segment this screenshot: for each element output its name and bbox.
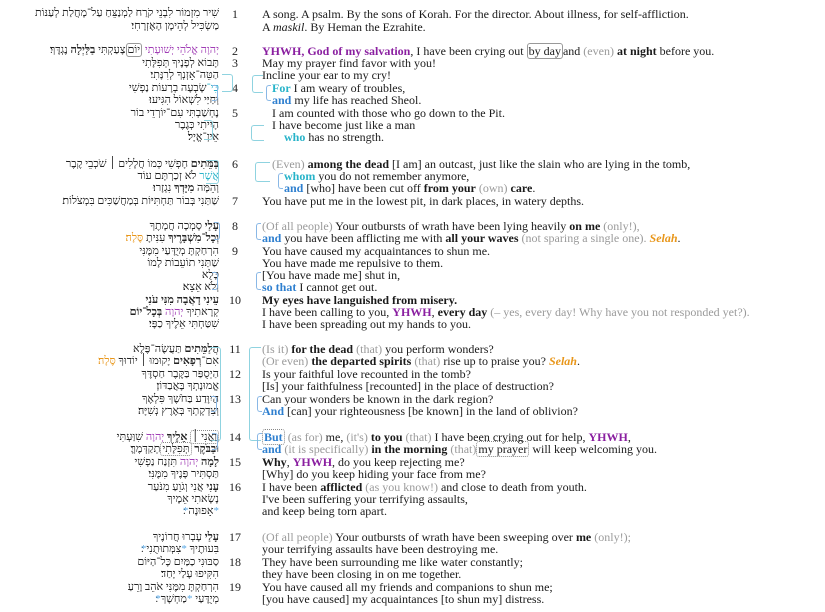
hebrew-line: שִׁטַּחְתִּי אֵלֶיךָ כַפָּי׃ (148, 318, 219, 330)
boxed-word: וַאֲנִי ׀ (192, 431, 217, 443)
hebrew-line: הַטֵּה־אָזְנְךָ לְרִנָּתִי׃ (150, 69, 219, 81)
structure-bracket (249, 347, 261, 441)
hebrew-line: אֵין־אֱיָל׃ (187, 131, 219, 143)
verse-number: 11 (229, 342, 241, 356)
english-line: (Even) among the dead [I am] an outcast, just like the slain who are lying in the tomb, (272, 157, 691, 171)
hebrew-line: שַׁתַּנִי תוֹעֵבוֹת לָמוֹ (147, 257, 219, 269)
hebrew-line: הִרְחַקְתָּ מִמֶּנִּי אֹהֵב וָרֵעַ (127, 581, 219, 593)
hebrew-line: *אָפוּנָה* (182, 505, 219, 517)
textual-note-marker: * (213, 505, 219, 517)
hebrew-line: אִם־רְפָאִים יָקוּמוּ ׀ יוֹדוּךָ סֶּלָה׃ (98, 355, 219, 367)
hebrew-line: סַבּוּנִי כַמַּיִם כָּל־הַיּוֹם (137, 556, 219, 568)
divine-name: YHWH (292, 455, 333, 469)
english-line: A song. A psalm. By the sons of Korah. For the director. About illness, for self-affliction. (262, 7, 689, 21)
english-line: Is your faithful love recounted in the tomb? (262, 367, 471, 381)
hebrew-line: עָלַי עָבְרוּ חֲרוֹנֶיךָ (152, 531, 219, 543)
hebrew-line: בִּעוּתֶיךָ *צִמְּתוּתֻנִי* (140, 543, 219, 555)
english-line: I have been afflicted (as you know!) and close to death from youth. (262, 480, 587, 494)
hebrew-line: עֵינִי דָאֲבָה מִנִּי עֹנִי (145, 294, 219, 306)
hebrew-line: שַׁתַּנִי בְּבוֹר תַּחְתִּיּוֹת בְּמַחֲשַׁכִּים בִּמְצֹלוֹת׃ (62, 195, 219, 207)
structure-bracket (257, 396, 262, 412)
english-line: I've been suffering your terrifying assaults, (262, 492, 468, 506)
hebrew-line: עָנִי אֲנִי וְגֹוֵעַ מִנֹּעַר (147, 481, 219, 493)
textual-note-marker: * (155, 593, 161, 605)
english-line: My eyes have languished from misery. (262, 293, 458, 307)
english-line: Why, YHWH, do you keep rejecting me? (262, 455, 465, 469)
conjunction: And (262, 404, 285, 418)
verse-number: 3 (232, 56, 238, 70)
english-line: [you have caused] my acquaintances [to shun my] distress. (262, 592, 545, 606)
english-line: they have been closing in on me together. (262, 567, 462, 581)
english-line: (Or even) the departed spirits (that) rise up to praise you? Selah. (262, 354, 580, 368)
verse-number: 14 (229, 430, 241, 444)
verse-number: 6 (232, 157, 238, 171)
hebrew-line: אֱמוּנָתְךָ בָּאֲבַדּוֹן׃ (156, 380, 219, 392)
english-line: You have caused my acquaintances to shun me. (262, 244, 491, 258)
textual-note-marker: * (181, 543, 187, 555)
english-line: (Of all people) Your outbursts of wrath have been sweeping over me (only!); (262, 530, 631, 544)
boxed-word: יוֹם (127, 44, 141, 56)
verse-number: 9 (232, 244, 238, 258)
hebrew-line: הִרְחַקְתָּ מְיֻדָּעַי מִמֶּנִּי (139, 245, 219, 257)
selah: סֶּלָה׃ (98, 355, 116, 367)
english-line: I have become just like a man (272, 118, 416, 132)
hebrew-line: בַּמֵּתִים חָפְשִׁי כְּמוֹ חֲלָלִים ׀ שֹׁכְבֵי קֶבֶר (65, 158, 219, 170)
hebrew-line: תַּסְתִּיר פָּנֶיךָ מִמֶּנִּי׃ (148, 468, 219, 480)
structure-bracket (251, 125, 264, 141)
verse-number: 18 (229, 555, 241, 569)
structure-bracket (266, 85, 271, 101)
conjunction: and (272, 93, 292, 107)
english-line: so that I cannot get out. (262, 280, 378, 294)
english-line: You have made me repulsive to them. (262, 256, 444, 270)
english-line: (Of all people) Your outbursts of wrath have been lying heavily on me (only!), (262, 219, 640, 233)
hebrew-line: נֶחְשַׁבְתִּי עִם־יוֹרְדֵי בוֹר (130, 107, 219, 119)
english-line: [Why] do you keep hiding your face from me? (262, 467, 486, 481)
divine-name: YHWH (588, 430, 628, 444)
hebrew-line: מַשְׂכִּיל לְהֵימָן הָאֶזְרָחִי׃ (131, 20, 219, 32)
english-line: [Is] your faithfulness [recounted] in the place of destruction? (262, 379, 554, 393)
structure-bracket (255, 162, 270, 182)
hebrew-line: הֲלַמֵּתִים תַּעֲשֶׂה־פֶּלֶא (133, 343, 219, 355)
hebrew-line: הִקִּיפוּ עָלַי יָחַד׃ (160, 568, 219, 580)
english-line: I have been calling to you, YHWH, every day (– yes, every day! Why have you not responded yet?). (262, 305, 750, 319)
structure-bracket (256, 272, 261, 290)
english-line: [You have made me] shut in, (262, 268, 401, 282)
english-line: YHWH, God of my salvation, I have been crying out by day and (even) at night before you. (262, 44, 715, 58)
hebrew-line: הָיִיתִי כְּגֶבֶר (174, 119, 219, 131)
english-line: You have put me in the lowest pit, in dark places, in watery depths. (262, 194, 585, 208)
english-line: May my prayer find favor with you! (262, 56, 436, 70)
structure-bracket (257, 433, 262, 450)
hebrew-line: הַיְסֻפַּר בַּקֶּבֶר חַסְדֶּךָ (141, 368, 219, 380)
structure-bracket (210, 347, 221, 441)
hebrew-line: שִׁיר מִזְמוֹר לִבְנֵי קֹרַח לַמְנַצֵּחַ עַל־מָחֲלַת לְעַנּוֹת (34, 7, 219, 19)
english-line: and [who] have been cut off from your (own) care. (284, 181, 536, 195)
divine-name: יְהוָה (165, 306, 184, 318)
english-line: You have caused all my friends and companions to shun me; (262, 580, 553, 594)
structure-bracket (211, 396, 217, 412)
verse-number: 15 (229, 455, 241, 469)
hebrew-line: עָלַי סָמְכָה חֲמָתֶךָ (149, 220, 219, 232)
hebrew-line: יְהוָה אֱלֹהֵי יְשׁוּעָתִי יוֹםצָעַקְתִּי בַלַּיְלָה נֶגְדֶּךָ׃ (49, 44, 219, 56)
english-line: For I am weary of troubles, (272, 81, 406, 95)
verse-number: 12 (229, 367, 241, 381)
structure-bracket (214, 222, 220, 240)
boxed-phrase: by day (528, 44, 561, 58)
structure-bracket (204, 120, 213, 140)
hebrew-line: כָּלֻא (201, 269, 219, 281)
english-line: (Is it) for the dead (that) you perform wonders? (262, 342, 494, 356)
structure-bracket (212, 272, 218, 290)
structure-bracket (252, 75, 263, 93)
hebrew-line: וְלֹא אֵצֵא׃ (182, 281, 219, 293)
hebrew-line: אֲשֶׁר לֹא זְכַרְתָּם עוֹד (137, 170, 219, 182)
divine-name: YHWH (392, 305, 432, 319)
hebrew-line: נָשָׂאתִי אֵמֶיךָ (167, 493, 219, 505)
english-line: I have been spreading out my hands to you. (262, 317, 471, 331)
selah: Selah (649, 231, 678, 245)
conjunction: whom (284, 169, 316, 183)
structure-bracket (212, 433, 218, 450)
hebrew-line: לָמָה יְהוָה תִּזְנַח נַפְשִׁי (134, 456, 219, 468)
conjunction: and (284, 181, 304, 195)
english-line: A maskil. By Heman the Ezrahite. (262, 20, 426, 34)
verse-number: 17 (229, 530, 241, 544)
english-line: and keep being torn apart. (262, 504, 387, 518)
divine-name: יְהוָה (145, 431, 165, 443)
textual-note-marker: * (140, 543, 147, 555)
hebrew-line: וְצִדְקָתְךָ בְּאֶרֶץ נְשִׁיָּה׃ (138, 405, 219, 417)
structure-bracket (222, 74, 233, 92)
english-line: and (it is specifically) in the morning (that) my prayer will keep welcoming you. (262, 442, 657, 456)
verse-number: 16 (229, 480, 241, 494)
structure-bracket (206, 160, 219, 184)
structure-bracket (256, 223, 261, 240)
textual-note-marker: * (182, 505, 189, 517)
verse-number: 19 (229, 580, 241, 594)
english-line: They have been surrounding me like water constantly; (262, 555, 523, 569)
english-line: your terrifying assaults have been destroying me. (262, 542, 499, 556)
hebrew-line: וְהֵמָּה מִיָּדְךָ נִגְזָרוּ׃ (152, 182, 219, 194)
conjunction: and (262, 231, 282, 245)
conjunction: For (272, 81, 291, 95)
hebrew-line: תָּבוֹא לְפָנֶיךָ תְּפִלָּתִי (142, 57, 219, 69)
hebrew-line: וּבַבֹּקֶר תְּפִלָּתִיתְקַדְּמֶךָּ׃ (130, 443, 219, 455)
conjunction: But (264, 430, 283, 444)
english-line: And [can] your righteousness [be known] in the land of oblivion? (262, 404, 578, 418)
verse-number: 13 (229, 392, 241, 406)
english-line: and you have been afflicting me with all your waves (not sparing a single one). Selah. (262, 231, 681, 245)
verse-number: 4 (232, 81, 238, 95)
hebrew-line: כִּי־שָׂבְעָה בְרָעוֹת נַפְשִׁי (128, 82, 219, 94)
structure-bracket (278, 173, 283, 189)
boxed-word: תְּפִלָּתִי (162, 443, 190, 455)
english-line: who has no strength. (284, 130, 384, 144)
english-line: I am counted with those who go down to the Pit. (272, 106, 505, 120)
hebrew-line: קְרָאתִיךָ יְהוָה בְּכָל־יוֹם (129, 306, 219, 318)
verse-number: 7 (232, 194, 238, 208)
verse-number: 8 (232, 219, 238, 233)
hebrew-line: וְכָל־מִשְׁבָּרֶיךָ עִנִּיתָ סֶּלָה׃ (125, 232, 219, 244)
divine-name: יְהוָה אֱלֹהֵי יְשׁוּעָתִי (144, 44, 219, 56)
hebrew-line: וַאֲנִי ׀ אֵלֶיךָ יְהוָה שִׁוַּעְתִּי (116, 431, 217, 443)
divine-name: יְהוָה (179, 456, 199, 468)
english-line: whom you do not remember anymore, (284, 169, 470, 183)
verse-number: 2 (232, 44, 238, 58)
divine-name: YHWH, God of my salvation (262, 44, 411, 58)
english-line: Can your wonders be known in the dark region? (262, 392, 494, 406)
verse-number: 5 (232, 106, 238, 120)
conjunction: so that (262, 280, 297, 294)
boxed-phrase: my prayer (478, 442, 528, 456)
english-line: and my life has reached Sheol. (272, 93, 422, 107)
english-line: But (as for) me, (it's) to you (that) I have been crying out for help, YHWH, (264, 430, 631, 444)
hebrew-line: מְיֻדָּעַי *מַחְשָׁךְ* (155, 593, 219, 605)
selah: סֶּלָה׃ (125, 232, 144, 244)
selah: Selah (548, 354, 577, 368)
hebrew-line: וְחַיַּי לִשְׁאוֹל הִגִּיעוּ׃ (149, 94, 219, 106)
verse-number: 10 (229, 293, 241, 307)
structure-bracket (212, 85, 218, 101)
conjunction: and (262, 442, 282, 456)
verse-number: 1 (232, 7, 238, 21)
english-line: Incline your ear to my cry! (262, 68, 391, 82)
textual-note-marker: * (186, 593, 193, 605)
hebrew-line: הֲיִוָּדַע בַּחֹשֶׁךְ פִּלְאֶךָ (142, 393, 219, 405)
conjunction: who (284, 130, 306, 144)
maskil-term: maskil (273, 20, 305, 34)
